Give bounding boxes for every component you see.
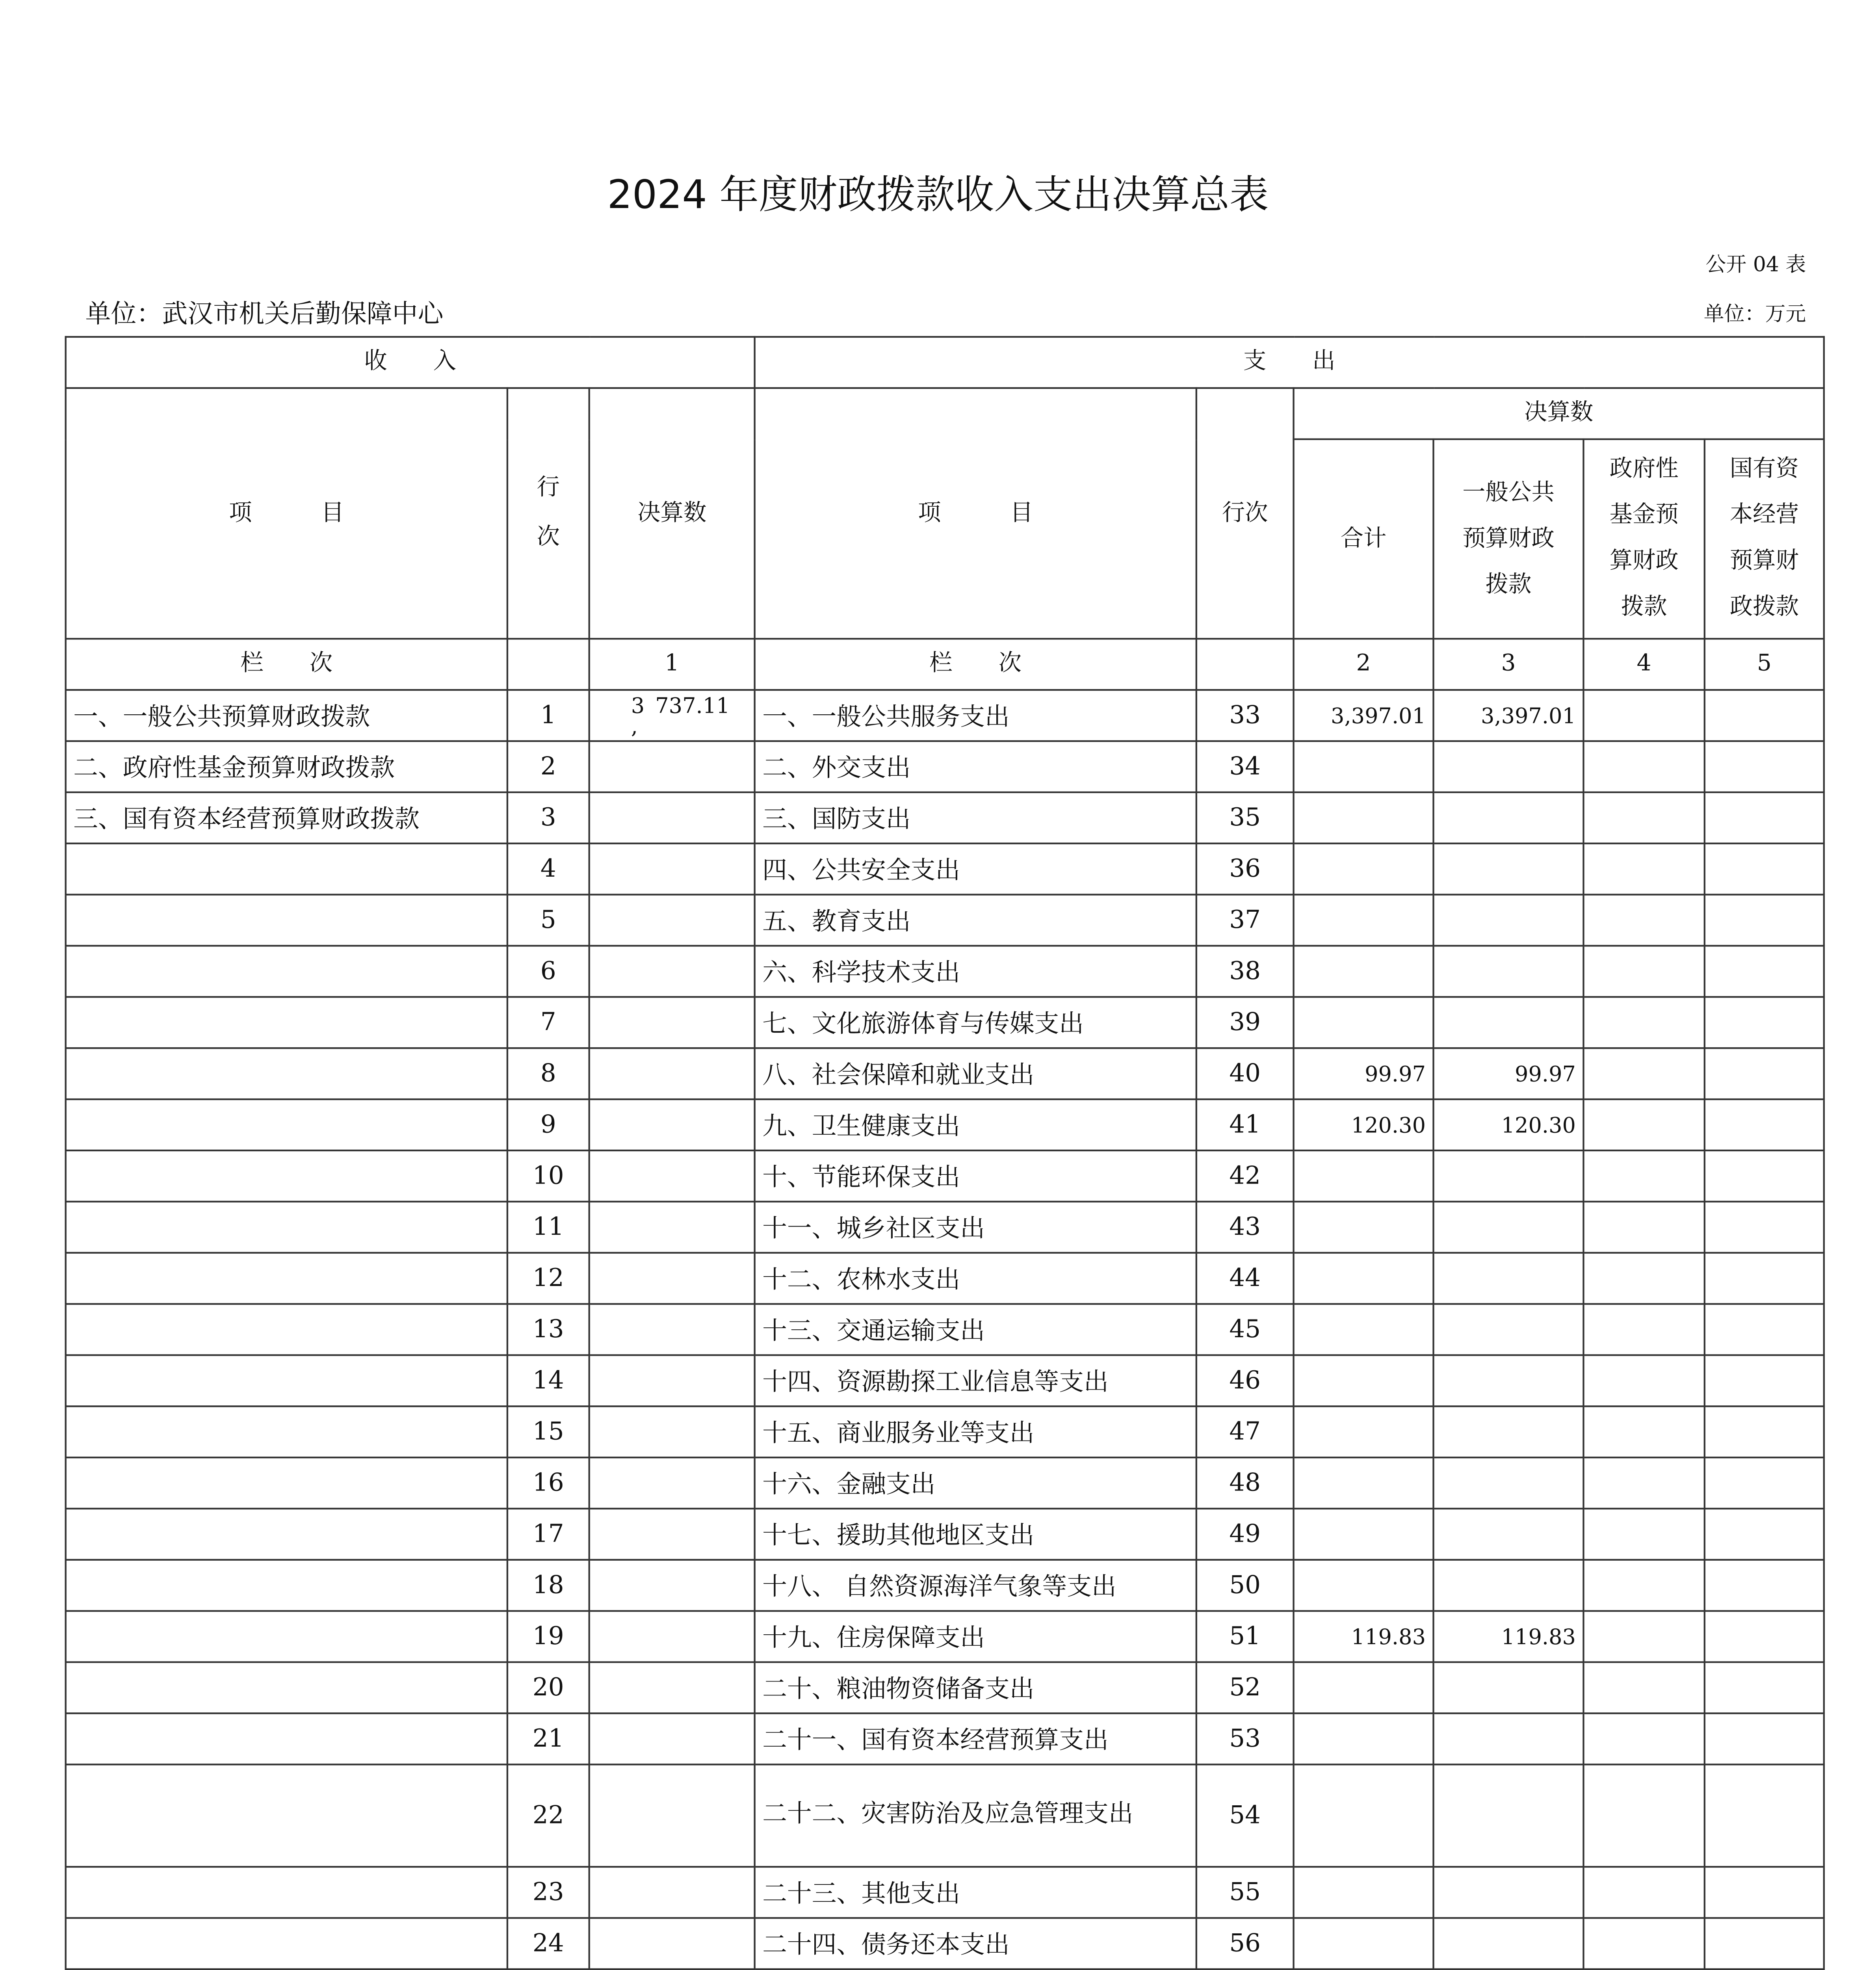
income-column-label: 栏 次 [66,639,507,690]
column-number: 2 [1294,639,1434,690]
expense-item: 八、社会保障和就业支出 [755,1048,1196,1099]
expense-state-capital [1705,946,1824,997]
expense-item: 十、节能环保支出 [755,1150,1196,1202]
expense-item: 六、科学技术支出 [755,946,1196,997]
income-item [66,1099,507,1150]
table-row [66,1150,1824,1202]
expense-total [1294,1304,1434,1355]
income-line-no: 3 [507,792,589,844]
income-amount [589,1662,755,1714]
expense-total: 119.83 [1294,1611,1434,1662]
expense-general-budget: 120.30 [1434,1099,1584,1150]
expense-general-budget [1434,1304,1584,1355]
expense-line-no: 50 [1196,1560,1294,1611]
income-line-no: 22 [507,1764,589,1867]
expense-line-no: 36 [1196,844,1294,895]
income-amount [589,844,755,895]
column-number: 1 [589,639,755,690]
expense-item: 十三、交通运输支出 [755,1304,1196,1355]
expense-general-budget: 3,397.01 [1434,690,1584,741]
expense-gov-fund [1583,1764,1704,1867]
expense-gov-fund [1583,1918,1704,1969]
expense-general-budget [1434,1457,1584,1509]
expense-line-no: 49 [1196,1509,1294,1560]
budget-summary-table [65,336,1825,1970]
table-row [66,1355,1824,1406]
expense-item: 二十一、国有资本经营预算支出 [755,1713,1196,1764]
expense-state-capital [1705,1560,1824,1611]
expense-item: 十五、商业服务业等支出 [755,1406,1196,1457]
income-item: 二、政府性基金预算财政拨款 [66,741,507,792]
income-line-no: 18 [507,1560,589,1611]
income-amount [589,1099,755,1150]
expense-total [1294,1406,1434,1457]
expense-line-no: 43 [1196,1202,1294,1253]
expense-line-no: 52 [1196,1662,1294,1714]
expense-item: 十四、资源勘探工业信息等支出 [755,1355,1196,1406]
expense-state-capital [1705,1509,1824,1560]
income-amount [589,741,755,792]
expense-gov-fund [1583,1662,1704,1714]
expense-general-budget [1434,997,1584,1048]
expense-general-budget [1434,792,1584,844]
expense-general-budget [1434,1406,1584,1457]
income-amount [589,1253,755,1304]
expense-general-budget [1434,1662,1584,1714]
expense-line-no: 42 [1196,1150,1294,1202]
expense-final-group-header: 决算数 [1294,388,1824,439]
expense-state-capital [1705,1457,1824,1509]
table-row [66,690,1824,741]
expense-state-capital [1705,1355,1824,1406]
expense-line-no: 35 [1196,792,1294,844]
expense-line-no: 39 [1196,997,1294,1048]
income-item [66,1406,507,1457]
expense-item: 十二、农林水支出 [755,1253,1196,1304]
income-line-no: 2 [507,741,589,792]
income-item [66,1764,507,1867]
income-amount [589,1509,755,1560]
income-item [66,1048,507,1099]
expense-gov-fund [1583,1099,1704,1150]
expense-item: 十八、 自然资源海洋气象等支出 [755,1560,1196,1611]
expense-total [1294,1253,1434,1304]
expense-general-budget: 99.97 [1434,1048,1584,1099]
income-amount [589,1713,755,1764]
column-number: 5 [1705,639,1824,690]
income-amount [589,1304,755,1355]
column-number: 3 [1434,639,1584,690]
income-amount-header: 决算数 [589,388,755,639]
income-amount [589,1918,755,1969]
amount-separator: , [631,713,638,739]
expense-general-budget [1434,1713,1584,1764]
income-line-no: 14 [507,1355,589,1406]
expense-item: 十九、住房保障支出 [755,1611,1196,1662]
expense-state-capital [1705,1202,1824,1253]
expense-general-budget [1434,1918,1584,1969]
table-row [66,1304,1824,1355]
income-item [66,1253,507,1304]
income-item [66,1355,507,1406]
expense-gov-fund [1583,1048,1704,1099]
expense-state-capital [1705,844,1824,895]
expense-header: 支 出 [755,337,1824,388]
expense-general-budget [1434,946,1584,997]
income-item [66,1867,507,1918]
expense-gov-fund [1583,690,1704,741]
expense-state-capital [1705,895,1824,946]
income-line-no: 13 [507,1304,589,1355]
state-capital-header: 国有资 本经营 预算财 政拨款 [1705,439,1824,639]
expense-general-budget [1434,1509,1584,1560]
gov-fund-header: 政府性 基金预 算财政 拨款 [1583,439,1704,639]
income-line-no: 5 [507,895,589,946]
income-line-no: 21 [507,1713,589,1764]
form-code: 公开 04 表 [1705,252,1806,277]
table-row [66,1099,1824,1150]
income-line-no: 6 [507,946,589,997]
expense-item: 十一、城乡社区支出 [755,1202,1196,1253]
income-amount [589,1867,755,1918]
expense-state-capital [1705,1406,1824,1457]
expense-general-budget [1434,1150,1584,1202]
income-line-no: 16 [507,1457,589,1509]
expense-state-capital [1705,1304,1824,1355]
expense-total [1294,946,1434,997]
column-number: 4 [1583,639,1704,690]
expense-line-no: 33 [1196,690,1294,741]
income-item [66,1304,507,1355]
amount-text: 3 737.11 [631,692,730,718]
income-line-no: 12 [507,1253,589,1304]
income-item [66,1918,507,1969]
expense-line-no: 45 [1196,1304,1294,1355]
expense-state-capital [1705,690,1824,741]
income-amount [589,1048,755,1099]
income-line-no: 23 [507,1867,589,1918]
table-row [66,1202,1824,1253]
page-title: 2024 年度财政拨款收入支出决算总表 [607,174,1269,219]
income-line-no: 24 [507,1918,589,1969]
table-row [66,1611,1824,1662]
table-row [66,895,1824,946]
expense-item: 二十二、灾害防治及应急管理支出 [755,1764,1196,1867]
expense-general-budget [1434,1867,1584,1918]
income-amount [589,1406,755,1457]
income-line-no: 9 [507,1099,589,1150]
expense-line-no: 56 [1196,1918,1294,1969]
income-item [66,1202,507,1253]
income-amount [589,792,755,844]
income-amount [589,946,755,997]
table-row [66,1457,1824,1509]
income-item [66,895,507,946]
expense-column-label: 栏 次 [755,639,1196,690]
expense-line-no: 44 [1196,1253,1294,1304]
expense-state-capital [1705,1918,1824,1969]
income-item [66,1611,507,1662]
expense-state-capital [1705,1662,1824,1714]
expense-total [1294,1560,1434,1611]
expense-state-capital [1705,1150,1824,1202]
table-row [66,1764,1824,1867]
expense-item: 三、国防支出 [755,792,1196,844]
expense-state-capital [1705,1099,1824,1150]
expense-item: 七、文化旅游体育与传媒支出 [755,997,1196,1048]
income-line-no: 19 [507,1611,589,1662]
expense-gov-fund [1583,1457,1704,1509]
table-row [66,1560,1824,1611]
income-header: 收 入 [66,337,755,388]
table-row [66,946,1824,997]
table-row [66,1662,1824,1714]
expense-total [1294,1918,1434,1969]
income-amount [589,1202,755,1253]
expense-general-budget [1434,1764,1584,1867]
expense-gov-fund [1583,1202,1704,1253]
general-budget-header: 一般公共 预算财政 拨款 [1434,439,1584,639]
expense-gov-fund [1583,741,1704,792]
expense-total [1294,741,1434,792]
expense-general-budget [1434,844,1584,895]
income-item [66,946,507,997]
expense-item: 五、教育支出 [755,895,1196,946]
expense-general-budget [1434,895,1584,946]
expense-total [1294,792,1434,844]
expense-gov-fund [1583,1406,1704,1457]
income-amount [589,690,755,741]
expense-total [1294,1509,1434,1560]
table-row [66,1918,1824,1969]
income-line-no: 7 [507,997,589,1048]
expense-general-budget [1434,1560,1584,1611]
income-item [66,1509,507,1560]
income-amount [589,1611,755,1662]
table-row [66,792,1824,844]
expense-total [1294,997,1434,1048]
expense-state-capital [1705,1713,1824,1764]
expense-total [1294,844,1434,895]
expense-gov-fund [1583,1713,1704,1764]
expense-gov-fund [1583,792,1704,844]
income-item [66,997,507,1048]
expense-state-capital [1705,1867,1824,1918]
table-row [66,997,1824,1048]
expense-total [1294,895,1434,946]
expense-gov-fund [1583,844,1704,895]
reporting-unit: 单位：武汉市机关后勤保障中心 [85,298,444,329]
expense-total: 3,397.01 [1294,690,1434,741]
table-row [66,844,1824,895]
expense-state-capital [1705,792,1824,844]
expense-state-capital [1705,1611,1824,1662]
income-line-no: 20 [507,1662,589,1714]
expense-gov-fund [1583,1304,1704,1355]
income-amount [589,997,755,1048]
table-row [66,1048,1824,1099]
income-line-no: 8 [507,1048,589,1099]
expense-line-no: 47 [1196,1406,1294,1457]
expense-line-no: 38 [1196,946,1294,997]
expense-general-budget [1434,1253,1584,1304]
income-amount [589,1457,755,1509]
expense-item: 二、外交支出 [755,741,1196,792]
expense-total [1294,1764,1434,1867]
income-amount [589,1355,755,1406]
expense-line-no-header: 行次 [1196,388,1294,639]
expense-total [1294,1202,1434,1253]
expense-line-no: 48 [1196,1457,1294,1509]
expense-general-budget [1434,741,1584,792]
income-line-no: 11 [507,1202,589,1253]
table-row [66,1867,1824,1918]
income-amount [589,1560,755,1611]
expense-total [1294,1355,1434,1406]
income-line-no: 17 [507,1509,589,1560]
expense-gov-fund [1583,1867,1704,1918]
expense-line-no: 53 [1196,1713,1294,1764]
currency-unit: 单位：万元 [1703,302,1806,326]
income-item [66,1662,507,1714]
expense-total [1294,1662,1434,1714]
expense-state-capital [1705,1253,1824,1304]
expense-item: 九、卫生健康支出 [755,1099,1196,1150]
expense-general-budget [1434,1202,1584,1253]
expense-gov-fund [1583,1253,1704,1304]
expense-total-header: 合计 [1294,439,1434,639]
expense-item-header: 项 目 [755,388,1196,639]
income-line-no: 1 [507,690,589,741]
expense-line-no: 40 [1196,1048,1294,1099]
expense-item: 二十三、其他支出 [755,1867,1196,1918]
expense-line-no: 54 [1196,1764,1294,1867]
table-row [66,1713,1824,1764]
income-amount [589,1150,755,1202]
expense-gov-fund [1583,946,1704,997]
expense-item: 二十、粮油物资储备支出 [755,1662,1196,1714]
table-row [66,741,1824,792]
expense-state-capital [1705,997,1824,1048]
expense-gov-fund [1583,1611,1704,1662]
expense-line-no: 51 [1196,1611,1294,1662]
expense-line-no: 37 [1196,895,1294,946]
expense-gov-fund [1583,895,1704,946]
income-line-no: 10 [507,1150,589,1202]
expense-total [1294,1867,1434,1918]
table-row [66,1406,1824,1457]
income-item: 三、国有资本经营预算财政拨款 [66,792,507,844]
income-line-no: 15 [507,1406,589,1457]
expense-total [1294,1150,1434,1202]
expense-item: 一、一般公共服务支出 [755,690,1196,741]
income-item [66,1560,507,1611]
expense-gov-fund [1583,1355,1704,1406]
expense-item: 十七、援助其他地区支出 [755,1509,1196,1560]
expense-item: 四、公共安全支出 [755,844,1196,895]
expense-gov-fund [1583,1150,1704,1202]
expense-general-budget: 119.83 [1434,1611,1584,1662]
income-item [66,844,507,895]
income-item [66,1457,507,1509]
expense-total [1294,1713,1434,1764]
expense-total: 120.30 [1294,1099,1434,1150]
expense-gov-fund [1583,1560,1704,1611]
table-row [66,1253,1824,1304]
expense-general-budget [1434,1355,1584,1406]
expense-gov-fund [1583,997,1704,1048]
expense-gov-fund [1583,1509,1704,1560]
expense-state-capital [1705,741,1824,792]
expense-item: 二十四、债务还本支出 [755,1918,1196,1969]
expense-item: 十六、金融支出 [755,1457,1196,1509]
income-amount [589,895,755,946]
income-item-header: 项 目 [66,388,507,639]
income-item: 一、一般公共预算财政拨款 [66,690,507,741]
expense-total [1294,1457,1434,1509]
income-item [66,1150,507,1202]
expense-state-capital [1705,1048,1824,1099]
expense-line-no: 41 [1196,1099,1294,1150]
table-row [66,1509,1824,1560]
income-item [66,1713,507,1764]
expense-state-capital [1705,1764,1824,1867]
income-line-no: 4 [507,844,589,895]
expense-total: 99.97 [1294,1048,1434,1099]
expense-line-no: 55 [1196,1867,1294,1918]
income-line-no-header: 行 次 [507,388,589,639]
income-amount [589,1764,755,1867]
expense-line-no: 34 [1196,741,1294,792]
expense-line-no: 46 [1196,1355,1294,1406]
